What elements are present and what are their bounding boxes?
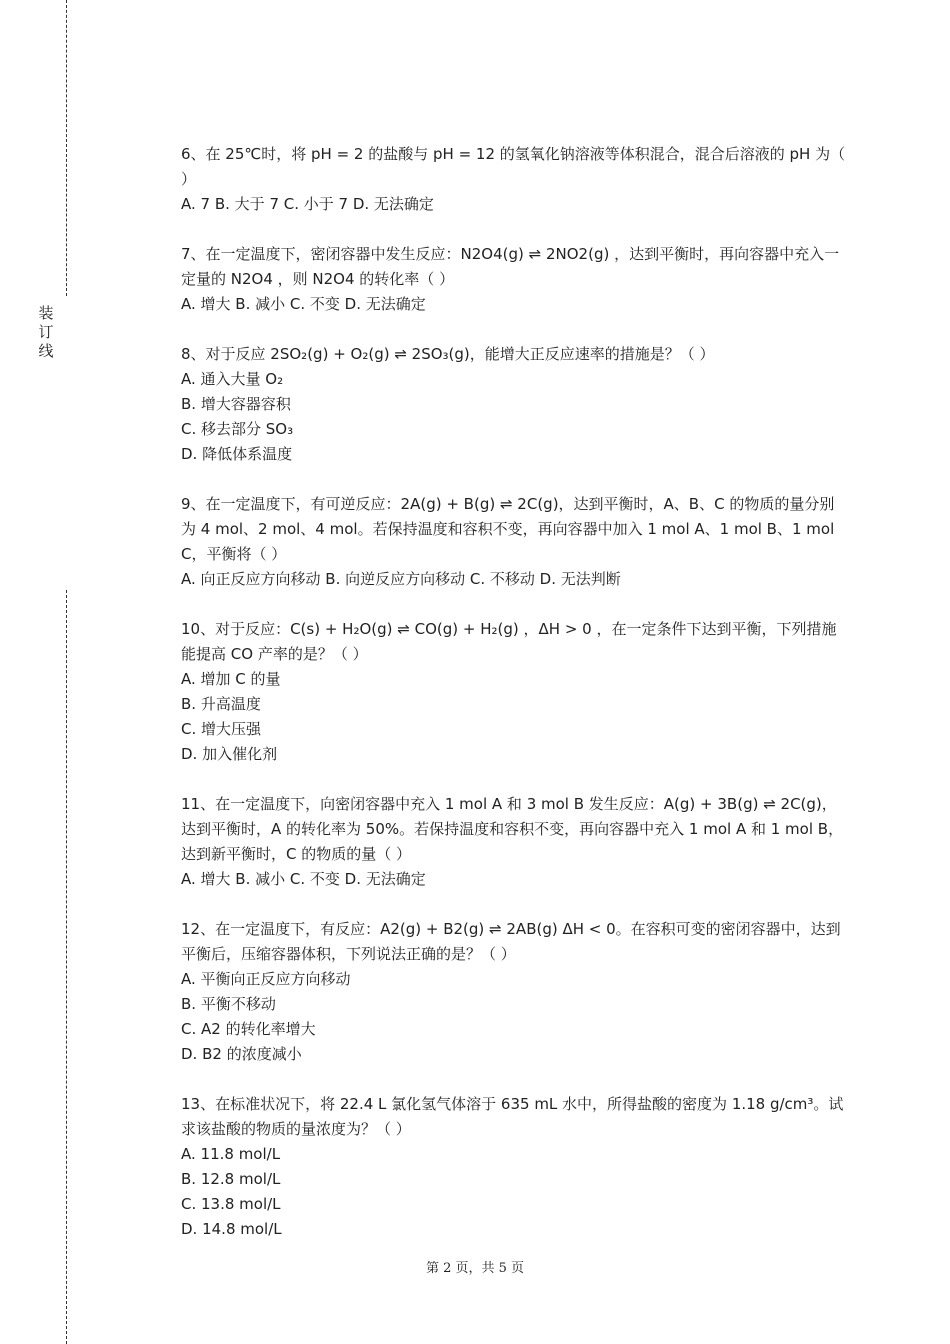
option-d: D. B2 的浓度减小: [181, 1045, 302, 1063]
option-b: B. 增大容器容积: [181, 395, 291, 413]
option-b: B. 升高温度: [181, 695, 261, 713]
question-stem: 8、对于反应 2SO₂(g) + O₂(g) ⇌ 2SO₃(g)，能增大正反应速率的措施是？（ ）: [181, 345, 715, 363]
question-stem: 7、在一定温度下，密闭容器中发生反应：N2O4(g) ⇌ 2NO2(g) ，达到平衡时，再向容器中充入一定量的 N2O4 ，则 N2O4 的转化率（ ）: [181, 245, 840, 288]
question-7: [181, 242, 849, 317]
question-12: [181, 917, 849, 1067]
option-d: D. 降低体系温度: [181, 445, 293, 463]
question-11: [181, 792, 849, 892]
option-a: A. 11.8 mol/L: [181, 1145, 281, 1163]
question-9: [181, 492, 849, 592]
option-b: B. 平衡不移动: [181, 995, 276, 1013]
question-stem: 13、在标准状况下，将 22.4 L 氯化氢气体溶于 635 mL 水中，所得盐酸的密度为 1.18 g/cm³。试求该盐酸的物质的量浓度为？（ ）: [181, 1095, 844, 1138]
question-stem: 10、对于反应：C(s) + H₂O(g) ⇌ CO(g) + H₂(g) ，ΔH > 0 ，在一定条件下达到平衡，下列措施能提高 CO 产率的是？（ ）: [181, 620, 837, 663]
question-13: [181, 1092, 849, 1242]
question-options: A. 向正反应方向移动 B. 向逆反应方向移动 C. 不移动 D. 无法判断: [181, 570, 621, 588]
binding-line-bottom: [66, 590, 67, 1344]
option-a: A. 通入大量 O₂: [181, 370, 284, 388]
option-a: A. 平衡向正反应方向移动: [181, 970, 351, 988]
binding-line-top: [66, 0, 67, 296]
question-8: [181, 342, 849, 467]
binding-char: 订: [38, 323, 54, 341]
option-c: C. 移去部分 SO₃: [181, 420, 294, 438]
option-a: A. 增加 C 的量: [181, 670, 281, 688]
option-b: B. 12.8 mol/L: [181, 1170, 281, 1188]
option-c: C. 13.8 mol/L: [181, 1195, 281, 1213]
page-number: 第 2 页，共 5 页: [425, 1261, 525, 1276]
question-stem: 9、在一定温度下，有可逆反应：2A(g) + B(g) ⇌ 2C(g)，达到平衡时，A、B、C 的物质的量分别为 4 mol、2 mol、4 mol。若保持温度和容积不变，再向容器中加入 1 mol A、1 mol B、1 mol C，平衡将（ ）: [181, 495, 835, 563]
question-6: [181, 142, 849, 217]
question-stem: 6、在 25℃时，将 pH = 2 的盐酸与 pH = 12 的氢氧化钠溶液等体积混合，混合后溶液的 pH 为（ ）: [181, 145, 846, 188]
question-list: [181, 142, 849, 1267]
question-options: A. 7 B. 大于 7 C. 小于 7 D. 无法确定: [181, 195, 434, 213]
question-stem: 12、在一定温度下，有反应：A2(g) + B2(g) ⇌ 2AB(g) ΔH < 0。在容积可变的密闭容器中，达到平衡后，压缩容器体积，下列说法正确的是？（ ）: [181, 920, 841, 963]
binding-label: [34, 304, 58, 361]
binding-char: 装: [38, 304, 54, 322]
option-d: D. 加入催化剂: [181, 745, 278, 763]
option-c: C. A2 的转化率增大: [181, 1020, 316, 1038]
option-c: C. 增大压强: [181, 720, 262, 738]
option-d: D. 14.8 mol/L: [181, 1220, 282, 1238]
question-options: A. 增大 B. 减小 C. 不变 D. 无法确定: [181, 295, 426, 313]
question-options: A. 增大 B. 减小 C. 不变 D. 无法确定: [181, 870, 426, 888]
question-stem: 11、在一定温度下，向密闭容器中充入 1 mol A 和 3 mol B 发生反应：A(g) + 3B(g) ⇌ 2C(g)，达到平衡时，A 的转化率为 50%。若保持温度和容积不变，再向容器中充入 1 mol A 和 1 mol B，达到新平衡时，C 的物质的量（ ）: [181, 795, 844, 863]
binding-char: 线: [38, 342, 54, 360]
question-10: [181, 617, 849, 767]
